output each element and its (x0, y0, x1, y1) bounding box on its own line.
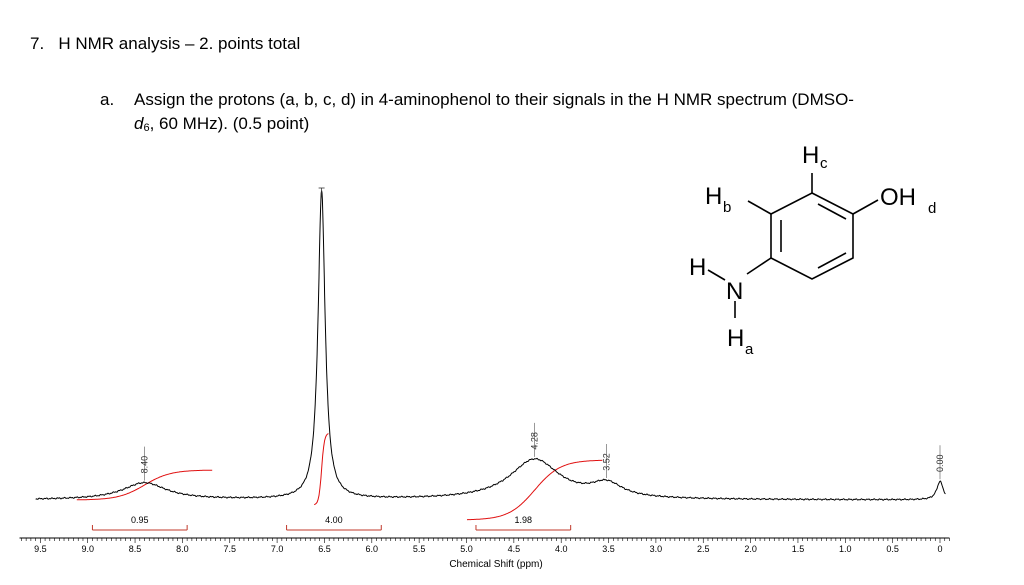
x-tick-label: 6.5 (318, 544, 331, 554)
peak-label-text: 8.40 (139, 455, 150, 474)
solvent-d: d (134, 114, 144, 133)
x-tick-label: 4.5 (507, 544, 521, 554)
x-tick-label: 8.0 (176, 544, 189, 554)
integral-curve (314, 434, 328, 505)
peak-labels (140, 188, 945, 481)
hc-sub: c (820, 155, 828, 172)
hb-sub: b (723, 199, 732, 216)
x-tick-label: 6.0 (365, 544, 379, 554)
peak-label-text: 3.52 (601, 453, 612, 471)
n-label: N (726, 278, 744, 305)
part-text-rest: , 60 MHz). (0.5 point) (149, 114, 310, 133)
hc-label: H (802, 142, 820, 169)
oh-sub: d (928, 200, 937, 217)
integral-curves (77, 434, 603, 520)
x-axis (20, 538, 950, 554)
part-text-line1: Assign the protons (a, b, c, d) in 4-aminophenol to their signals in the H NMR spectrum (DMSO- (134, 90, 854, 109)
x-tick-label: 0 (937, 544, 943, 554)
integration-bar (287, 515, 382, 530)
spectrum-trace (36, 191, 946, 501)
x-tick-label: 2.5 (696, 544, 710, 554)
x-tick-label: 0.5 (886, 544, 899, 554)
integral-curve (467, 460, 602, 519)
peak-label (530, 423, 540, 457)
integration-value: 4.00 (325, 515, 343, 525)
x-tick-label: 2.0 (744, 544, 757, 554)
oh-label: OH (880, 184, 916, 211)
peak-label (935, 445, 945, 479)
x-tick-label: 9.5 (34, 544, 47, 554)
peak-label (140, 447, 150, 481)
x-tick-label: 9.0 (81, 544, 94, 554)
x-tick-label: 8.5 (128, 544, 142, 554)
x-tick-label: 4.0 (554, 544, 568, 554)
x-tick-label: 5.0 (460, 544, 473, 554)
question-number: 7. (30, 34, 45, 53)
peak-label-text: 0.00 (935, 454, 945, 472)
part-letter: a. (100, 90, 115, 109)
x-tick-label: 7.5 (223, 544, 237, 554)
x-tick-label: 3.0 (649, 544, 663, 554)
integration-bar (476, 515, 571, 530)
integration-bar (92, 515, 187, 530)
integration-bars (92, 515, 570, 530)
x-tick-label: 5.5 (412, 544, 426, 554)
solvent-d-sub: 6 (143, 122, 150, 134)
peak-label-text: 4.28 (529, 432, 540, 450)
ha-sub: a (745, 341, 754, 358)
x-axis-label: Chemical Shift (ppm) (449, 559, 543, 570)
integration-value: 0.95 (131, 515, 149, 525)
x-tick-label: 1.0 (839, 544, 852, 554)
x-tick-label: 7.0 (270, 544, 284, 554)
ha-label: H (727, 325, 745, 352)
nh-h-label: H (689, 254, 707, 281)
x-tick-label: 1.5 (791, 544, 805, 554)
peak-label (602, 444, 612, 478)
x-tick-label: 3.5 (602, 544, 615, 554)
hb-label: H (705, 183, 723, 210)
question-title-text: H NMR analysis – 2. points total (58, 34, 301, 53)
integration-value: 1.98 (514, 515, 533, 525)
